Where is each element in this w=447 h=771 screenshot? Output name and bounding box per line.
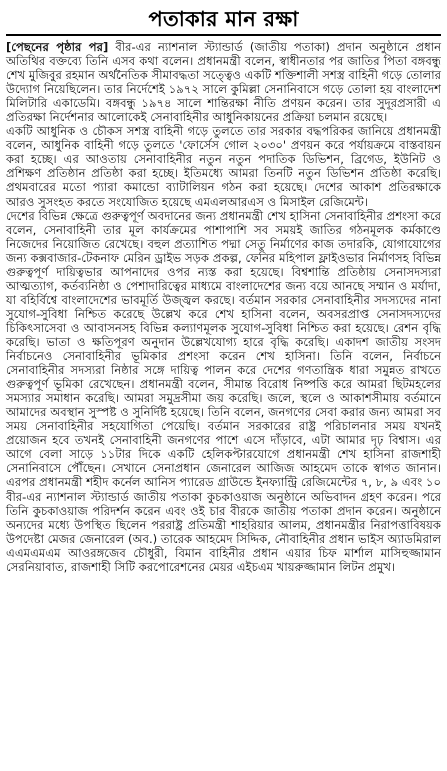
headline: পতাকার মান রক্ষা bbox=[148, 7, 299, 31]
paragraph-text: বীর-এর ন্যাশনাল স্ট্যান্ডার্ড (জাতীয় পতাকা) প্রদান অনুষ্ঠানে প্রধান অতিথির বক্তব্যে তিনি এসব কথা বলেন। প্রধানমন্ত্রী বলেন, স্বাধীনতার পর জাতির পিতা বঙ্গবন্ধু শেখ মুজিবুর রহমান অর্থনৈতিক সীমাবদ্ধতা সত্ত্বেও একটি শক্তিশালী সশস্ত্র বাহিনী গড়ে তোলার উদ্যোগ নিয়েছিলেন। তার নির্দেশেই ১৯৭২ সালে কুমিল্লা সেনানিবাসে গড়ে তোলা হয় বাংলাদেশ মিলিটারি একাডেমি। বঙ্গবন্ধু ১৯৭৪ সালে শান্তিরক্ষা নীতি প্রণয়ন করেন। তার সুদূরপ্রসারী এ প্রতিরক্ষা নির্দেশনার আলোকেই সেনাবাহিনীর আধুনিকায়নের প্রক্রিয়া চলমান রয়েছে। bbox=[6, 40, 442, 125]
headline-divider bbox=[6, 34, 441, 36]
paragraph-text: দেশের বিভিন্ন ক্ষেত্রে গুরুত্বপূর্ণ অবদানের জন্য প্রধানমন্ত্রী শেখ হাসিনা সেনাবাহিনীর প্রশংসা করে বলেন, সেনাবাহিনী তার মূল কার্যক্রমের পাশাপাশি সব সময়ই জাতির গঠনমূলক কর্মকাণ্ডে নিজেদের নিয়োজিত রেখেছে। বহুল প্রত্যাশিত পদ্মা সেতু নির্মাণের কাজ তদারকি, যোগাযোগের জন্য কক্সবাজার-টেকনাফ মেরিন ড্রাইভ সড়ক প্রকল্প, ফেনির মহিপাল ফ্লাইওভার নির্মাণসহ বিভিন্ন গুরুত্বপূর্ণ দায়িত্বভার আপনাদের ওপর ন্যস্ত করা হয়েছে। বিশ্বশান্তি প্রতিষ্ঠায় সেনাসদস্যরা আত্মত্যাগ, কর্তব্যনিষ্ঠা ও পেশাদারিত্বের মাধ্যমে বাংলাদেশের জন্য বয়ে আনছে সম্মান ও মর্যাদা, যা বহির্বিশ্বে বাংলাদেশের ভাবমূর্তি উজ্জ্বল করছে। বর্তমান সরকার সেনাবাহিনীর সদস্যদের নানা সুযোগ-সুবিধা নিশ্চিত করেছে উল্লেখ করে শেখ হাসিনা বলেন, অবসরপ্রাপ্ত সেনাসদস্যদের চিকিৎসাসেবা ও আবাসনসহ বিভিন্ন কল্যাণমূলক সুযোগ-সুবিধা নিশ্চিত করা হয়েছে। রেশন বৃদ্ধি করেছি। ভাতা ও ক্ষতিপূরণ অনুদান উল্লেখযোগ্য হারে বৃদ্ধি করেছি। একাদশ জাতীয় সংসদ নির্বাচনেও সেনাবাহিনীর ভূমিকার প্রশংসা করেন শেখ হাসিনা। তিনি বলেন, নির্বাচনে সেনাবাহিনীর সদস্যরা নিষ্ঠার সঙ্গে দায়িত্ব পালন করে দেশের গণতান্ত্রিক ধারা সমুন্নত রাখতে গুরুত্বপূর্ণ ভূমিকা রেখেছেন। প্রধানমন্ত্রী বলেন, সীমান্ত বিরোধ নিষ্পত্তি করে আমরা ছিটমহলের সমস্যার সমাধান করেছি। আমরা সমুদ্রসীমা জয় করেছি। জলে, স্থলে ও আকাশসীমায় বর্তমানে আমাদের অবস্থান সুস্পষ্ট ও সুনির্দিষ্ট হয়েছে। তিনি বলেন, জনগণের সেবা করার জন্য আমরা সব সময় সেনাবাহিনীর সহযোগিতা পেয়েছি। বর্তমান সরকারের রাষ্ট্র পরিচালনার সময় যখনই প্রয়োজন হবে তখনই সেনাবাহিনী জনগণের পাশে এসে দাঁড়াবে, এটা আমার দৃঢ় বিশ্বাস। এর আগে বেলা সাড়ে ১১টার দিকে একটি হেলিকপ্টারযোগে প্রধানমন্ত্রী শেখ হাসিনা রাজশাহী সেনানিবাসে পৌঁছেন। সেখানে সেনাপ্রধান জেনারেল আজিজ আহমেদ তাকে স্বাগত জানান। এরপর প্রধানমন্ত্রী শহীদ কর্নেল আনিস প্যারেড গ্রাউন্ডে ইনফ্যান্ট্রি রেজিমেন্টের ৭, ৮, ৯ এবং ১০ বীর-এর ন্যাশনাল স্ট্যান্ডার্ড জাতীয় পতাকা কুচকাওয়াজ অনুষ্ঠানে অভিবাদন গ্রহণ করেন। পরে তিনি কুচকাওয়াজ পরিদর্শন করেন এবং ওই চার বীরকে জাতীয় পতাকা প্রদান করেন। অনুষ্ঠানে অন্যদের মধ্যে উপস্থিত ছিলেন পররাষ্ট্র প্রতিমন্ত্রী শাহরিয়ার আলম, প্রধানমন্ত্রীর নিরাপত্তাবিষয়ক উপদেষ্টা মেজর জেনারেল (অব.) তারেক আহমেদ সিদ্দিক, নৌবাহিনীর প্রধান ভাইস অ্যাডমিরাল এএমএমএম আওরঙ্গজেব চৌধুরী, বিমান বাহিনীর প্রধান এয়ার চিফ মার্শাল মাসিহুজ্জামান সেরনিয়াবাত, রাজশাহী সিটি করপোরেশনের মেয়র এইচএম খায়রুজ্জামান লিটন প্রমুখ। bbox=[6, 208, 441, 574]
continued-from-label: [পেছনের পৃষ্ঠার পর] bbox=[6, 40, 109, 54]
article-paragraph-2 bbox=[6, 124, 441, 208]
article-paragraph-1 bbox=[6, 40, 441, 124]
paragraph-text: একটি আধুনিক ও চৌকস সশস্ত্র বাহিনী গড়ে তুলতে তার সরকার বদ্ধপরিকর জানিয়ে প্রধানমন্ত্রী বলেন, আধুনিক বাহিনী গড়ে তুলতে 'ফোর্সেস গোল ২০৩০' প্রণয়ন করে পর্যায়ক্রমে বাস্তবায়ন করা হচ্ছে। এর আওতায় সেনাবাহিনীর নতুন নতুন পদাতিক ডিভিশন, ব্রিগেড, ইউনিট ও প্রশিক্ষণ প্রতিষ্ঠান প্রতিষ্ঠা করা হচ্ছে। ইতিমধ্যে আমরা তিনটি নতুন ডিভিশন প্রতিষ্ঠা করেছি। প্রথমবারের মতো প্যারা কমান্ডো ব্যাটালিয়ন গঠন করা হয়েছে। দেশের আকাশ প্রতিরক্ষাকে আরও সুসংহত করতে সংযোজিত হয়েছে এমএলআরএস ও মিসাইল রেজিমেন্ট। bbox=[6, 124, 441, 209]
article-body bbox=[6, 40, 441, 574]
article-paragraph-3 bbox=[6, 209, 441, 574]
